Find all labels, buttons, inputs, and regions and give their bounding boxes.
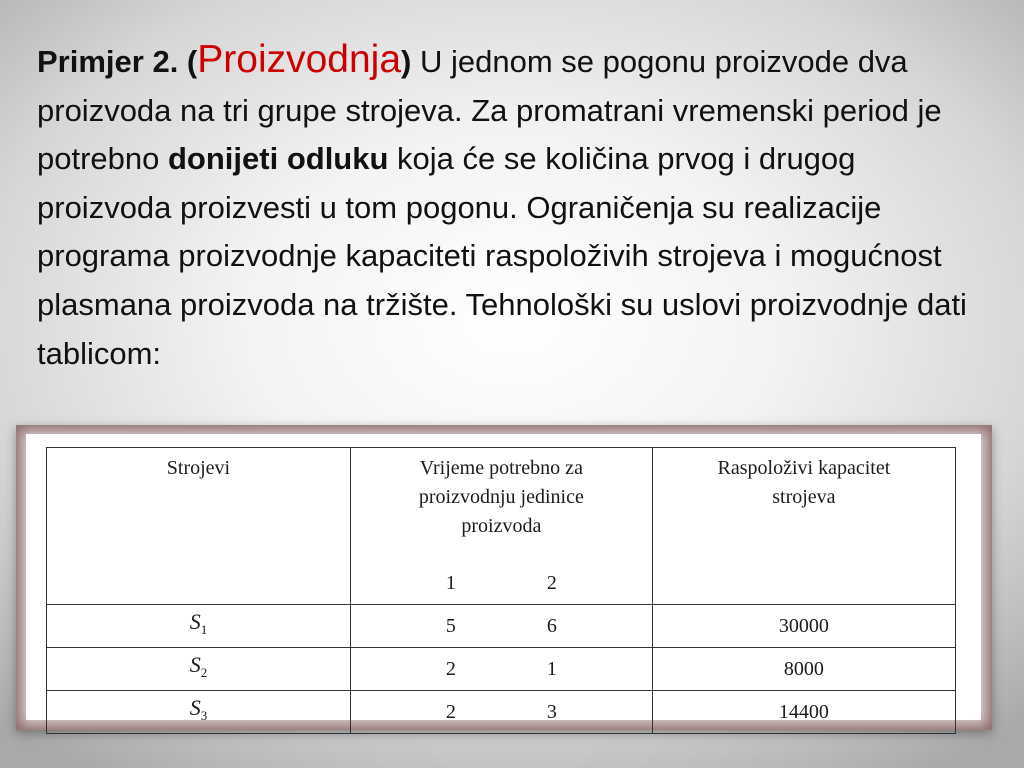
- emphasis-phrase: donijeti odluku: [168, 141, 389, 177]
- header-capacity-label: Raspoloživi kapacitet strojeva: [717, 457, 891, 508]
- technology-table: [46, 447, 956, 734]
- time-cell: [350, 605, 652, 648]
- table-row: [47, 605, 956, 648]
- product-subheaders: [351, 569, 652, 595]
- example-label: Primjer 2. (: [37, 44, 198, 79]
- time-product-2: 6: [546, 615, 557, 637]
- time-product-1: 2: [445, 701, 456, 723]
- capacity-cell: 30000: [652, 605, 955, 648]
- header-time-label: Vrijeme potrebno za proizvodnju jedinice proizvoda: [418, 457, 584, 537]
- machine-cell: $S_2$: [47, 648, 351, 691]
- machine-cell: $S_1$: [47, 605, 351, 648]
- subheader-product-1: 1: [445, 572, 456, 594]
- time-product-1: 2: [445, 658, 456, 680]
- slide-body-text: [37, 38, 997, 378]
- header-machines: Strojevi: [47, 448, 351, 605]
- time-cell: [350, 648, 652, 691]
- subheader-product-2: 2: [546, 572, 557, 594]
- header-time: [350, 448, 652, 605]
- table-row: [47, 648, 956, 691]
- example-topic: Proizvodnja: [197, 38, 402, 81]
- capacity-cell: 8000: [652, 648, 955, 691]
- time-product-2: 1: [546, 658, 557, 680]
- time-product-1: 5: [445, 615, 456, 637]
- text-part-1: U jednom se pogonu proizvode dva proizvoda na tri grupe strojeva. Za promatrani vremenski period je potrebno: [37, 44, 942, 177]
- time-cell: [350, 691, 652, 734]
- capacity-cell: 14400: [652, 691, 955, 734]
- table-header-row: [47, 448, 956, 605]
- table-row: [47, 691, 956, 734]
- text-part-2: koja će se količina prvog i drugog proizvoda proizvesti u tom pogonu. Ograničenja su realizacije programa proizvodnje kapaciteti raspoloživih strojeva i mogućnost plasmana proizvoda na tržište. Tehnološki su uslovi proizvodnje dati tablicom:: [37, 141, 967, 371]
- time-product-2: 3: [546, 701, 557, 723]
- machine-cell: $S_3$: [47, 691, 351, 734]
- header-capacity: [652, 448, 955, 605]
- example-close-paren: ): [401, 44, 412, 79]
